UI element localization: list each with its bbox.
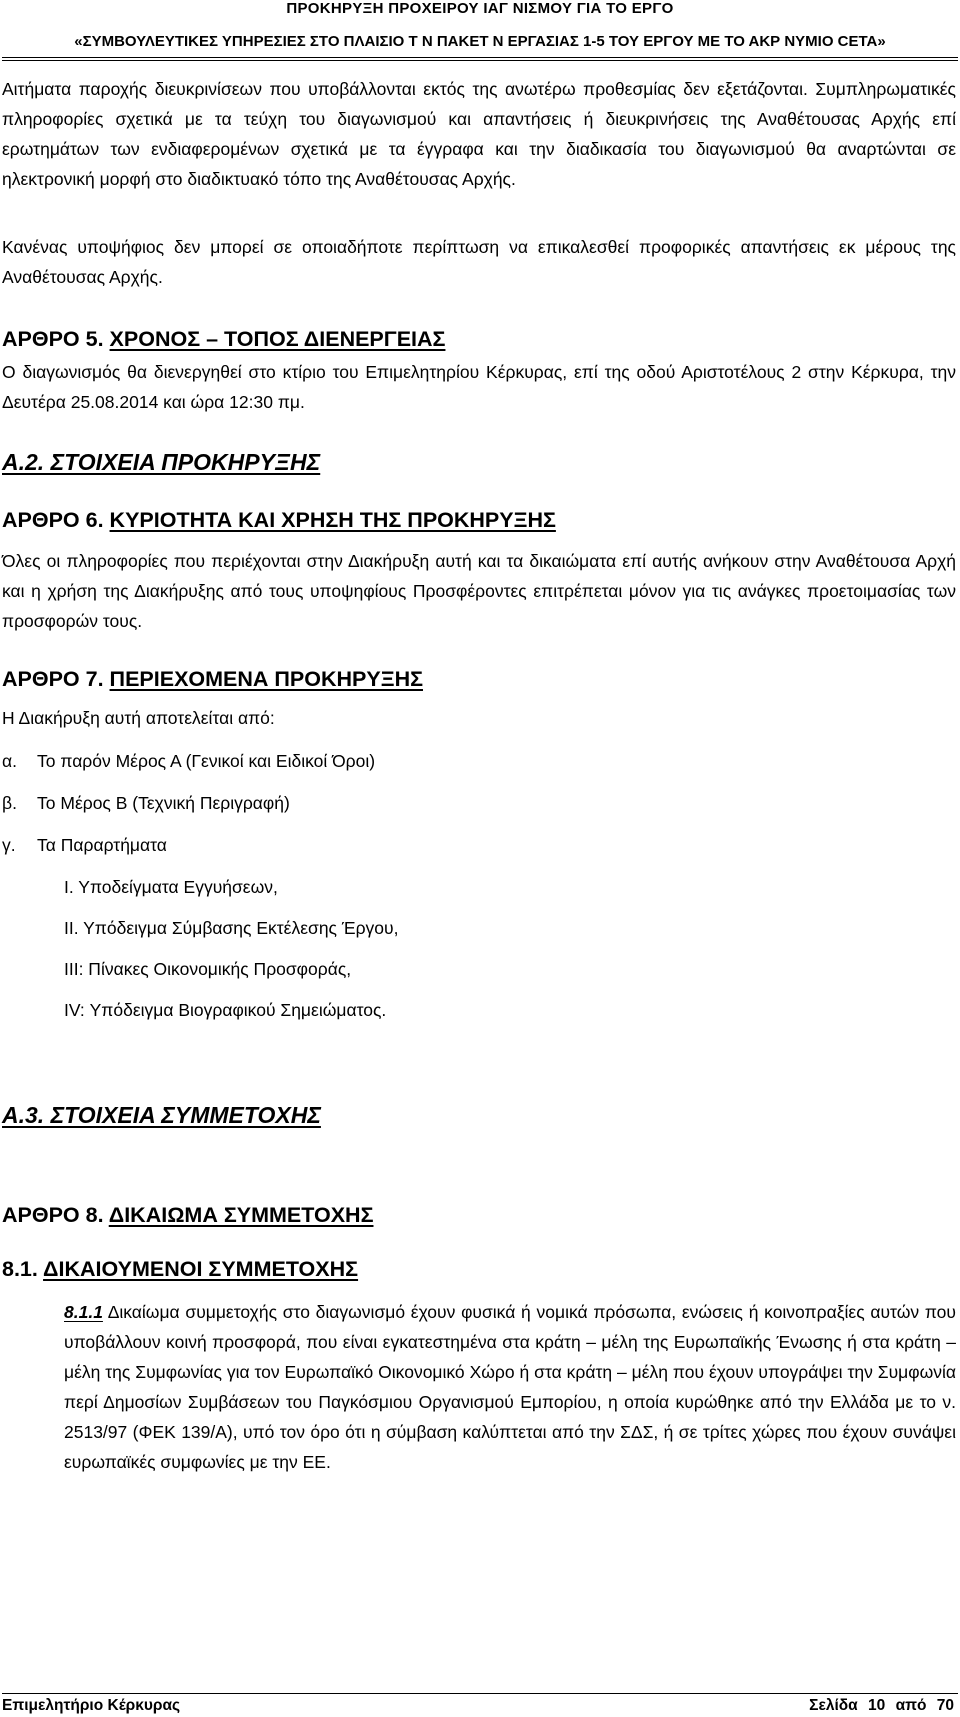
list-item-text: Το Μέρος Β (Τεχνική Περιγραφή) (37, 793, 290, 813)
list-marker: α. (2, 751, 17, 771)
annex-item: IV: Υπόδειγμα Βιογραφικού Σημειώματος. (64, 1000, 387, 1020)
list-marker: γ. (2, 835, 16, 855)
section-a2-heading: Α.2. ΣΤΟΙΧΕΙΑ ΠΡΟΚΗΡΥΞΗΣ (2, 449, 321, 475)
footer-organization: Επιμελητήριο Κέρκυρας (2, 1697, 181, 1714)
article-5-title: ΧΡΟΝΟΣ – ΤΟΠΟΣ ΔΙΕΝΕΡΓΕΙΑΣ (109, 327, 446, 351)
section-8-1-heading (2, 1255, 358, 1283)
paragraph-clarifications: Αιτήματα παροχής διευκρινίσεων που υποβάλλονται εκτός της ανωτέρω προθεσμίας δεν εξετάζονται. Συμπληρωματικές πληροφορίες σχετικά με τα τεύχη του διαγωνισμού και απαντήσεις ή διευκρινήσεις της Αναθέτουσας Αρχής επί ερωτημάτων των ενδιαφερομένων σχετικά με τα έγγραφα και την διαδικασία του διαγωνισμού θα αναρτώνται σε ηλεκτρονική μορφή στο διαδικτυακό τόπο της Αναθέτουσας Αρχής. (2, 79, 956, 189)
header-rule (2, 57, 958, 58)
paragraph-oral-answers: Κανένας υποψήφιος δεν μπορεί σε οποιαδήποτε περίπτωση να επικαλεσθεί προφορικές απαντήσεις εκ μέρους της Αναθέτουσας Αρχής. (2, 237, 956, 287)
header-title: ΠΡΟΚΗΡΥΞΗ ΠΡΟΧΕΙΡΟΥ ΙΑΓ ΝΙΣΜΟΥ ΓΙΑ ΤΟ ΕΡΓΟ (286, 0, 674, 17)
list-marker: β. (2, 793, 17, 813)
article-8-number: ΑΡΘΡΟ 8. (2, 1203, 109, 1227)
page-total: 70 (936, 1697, 954, 1714)
footer-rule (2, 1693, 958, 1694)
article-6-number: ΑΡΘΡΟ 6. (2, 508, 110, 532)
annex-item: Ι. Υποδείγματα Εγγυήσεων, (64, 877, 278, 897)
footer-page-number (803, 1696, 954, 1716)
article-7-number: ΑΡΘΡΟ 7. (2, 667, 110, 691)
article-5-heading (2, 325, 445, 353)
paragraph-number: 8.1.1 (64, 1302, 103, 1322)
section-8-1-number: 8.1. (2, 1257, 44, 1281)
paragraph-ownership: Όλες οι πληροφορίες που περιέχονται στην Διακήρυξη αυτή και τα δικαιώματα επί αυτής ανήκουν στην Αναθέτουσα Αρχή και η χρήση της Διακήρυξης από τους υποψηφίους Προσφέροντες επιτρέπεται μόνον για τις ανάγκες προετοιμασίας των προσφορών τους. (2, 551, 956, 631)
paragraph-time-place: Ο διαγωνισμός θα διενεργηθεί στο κτίριο του Επιμελητηρίου Κέρκυρας, επί της οδού Αριστοτέλους 2 στην Κέρκυρα, την Δευτέρα 25.08.2014 και ώρα 12:30 πμ. (2, 362, 956, 412)
page-current: 10 (868, 1697, 886, 1714)
header-project-title: «ΣΥΜΒΟΥΛΕΥΤΙΚΕΣ ΥΠΗΡΕΣΙΕΣ ΣΤΟ ΠΛΑΙΣΙΟ Τ Ν ΠΑΚΕΤ Ν ΕΡΓΑΣΙΑΣ 1-5 ΤΟΥ ΕΡΓΟΥ ΜΕ ΤΟ ΑΚΡ ΝΥΜΙΟ CETA» (74, 33, 886, 50)
page-of-label: από (895, 1697, 927, 1714)
list-item (2, 789, 290, 817)
article-7-title: ΠΕΡΙΕΧΟΜΕΝΑ ΠΡΟΚΗΡΥΞΗΣ (109, 667, 423, 691)
section-a3-heading: Α.3. ΣΤΟΙΧΕΙΑ ΣΥΜΜΕΤΟΧΗΣ (2, 1102, 321, 1128)
annex-item: ΙΙ. Υπόδειγμα Σύμβασης Εκτέλεσης Έργου, (64, 918, 399, 938)
paragraph-text: Δικαίωμα συμμετοχής στο διαγωνισμό έχουν φυσικά ή νομικά πρόσωπα, ενώσεις ή κοινοπραξίες αυτών που υποβάλλουν κοινή προσφορά, που είναι εγκατεστημένα στα κράτη – μέλη της Ευρωπαϊκής Ένωσης ή στα κράτη – μέλη της Συμφωνίας για τον Ευρωπαϊκό Οικονομικό Χώρο ή στα κράτη – μέλη που έχουν υπογράψει την Συμφωνία περί Δημοσίων Συμβάσεων του Παγκόσμιου Οργανισμού Εμπορίου, η οποία κυρώθηκε από την Ελλάδα με το ν. 2513/97 (ΦΕΚ 139/Α), υπό τον όρο ότι η σύμβαση καλύπτεται από την ΣΔΣ, ή σε τρίτες χώρες που έχουν συνάψει ευρωπαϊκές συμφωνίες με την ΕΕ. (64, 1302, 956, 1472)
article-8-title: ΔΙΚΑΙΩΜΑ ΣΥΜΜΕΤΟΧΗΣ (108, 1203, 374, 1227)
list-item-text: Τα Παραρτήματα (37, 835, 167, 855)
section-8-1-title: ΔΙΚΑΙΟΥΜΕΝΟΙ ΣΥΜΜΕΤΟΧΗΣ (43, 1257, 359, 1281)
article-7-heading (2, 665, 423, 693)
article-5-number: ΑΡΘΡΟ 5. (2, 327, 110, 351)
header-rule (2, 60, 958, 61)
list-item (2, 831, 167, 859)
article-6-title: ΚΥΡΙΟΤΗΤΑ ΚΑΙ ΧΡΗΣΗ ΤΗΣ ΠΡΟΚΗΡΥΞΗΣ (109, 508, 556, 532)
annex-item: ΙΙΙ: Πίνακες Οικονομικής Προσφοράς, (64, 959, 352, 979)
contents-intro: Η Διακήρυξη αυτή αποτελείται από: (2, 708, 275, 728)
article-6-heading (2, 506, 556, 534)
list-item (2, 747, 375, 775)
article-8-heading (2, 1201, 373, 1229)
page-label: Σελίδα (809, 1697, 858, 1714)
paragraph-8-1-1 (64, 1297, 956, 1477)
list-item-text: Το παρόν Μέρος Α (Γενικοί και Ειδικοί Όροι) (37, 751, 376, 771)
